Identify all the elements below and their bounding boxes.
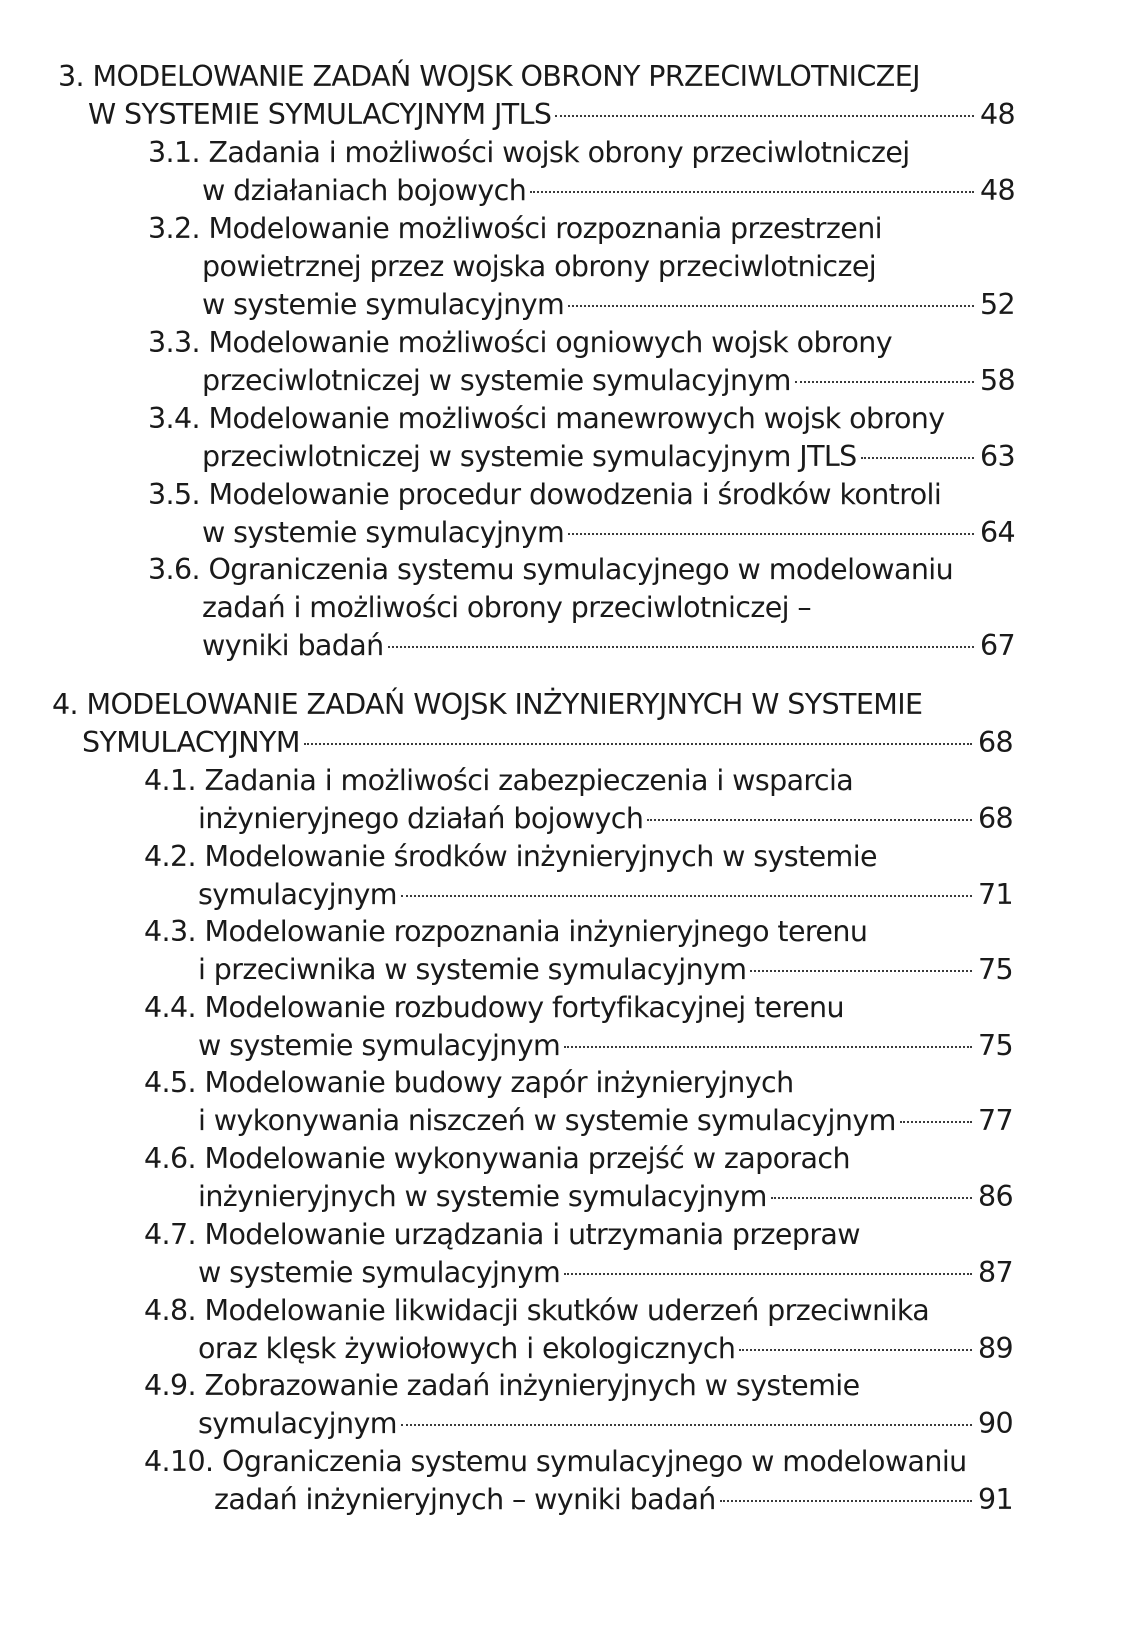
toc-section-4-3 [144, 913, 1018, 989]
section-title-line: Modelowanie likwidacji skutków uderzeń przeciwnika [204, 1294, 930, 1327]
page-number: 90 [978, 1407, 1014, 1440]
dot-leader [304, 743, 972, 745]
toc-section-4-5 [144, 1064, 1018, 1140]
section-title-line: Modelowanie możliwości rozpoznania przestrzeni [208, 212, 882, 245]
section-title-line: w systemie symulacyjnym [202, 516, 565, 549]
section-number: 4.7. [144, 1218, 196, 1251]
toc-section-3-5 [148, 476, 1020, 552]
dot-leader [739, 1349, 972, 1351]
section-title-line: symulacyjnym [198, 878, 397, 911]
section-number: 3.1. [148, 136, 200, 169]
section-title-line: Modelowanie możliwości manewrowych wojsk obrony [208, 402, 945, 435]
toc-section-4-9 [144, 1367, 1018, 1443]
dot-leader [861, 457, 974, 459]
dot-leader [568, 305, 974, 307]
page-number: 67 [980, 629, 1016, 662]
section-title-line: zadań i możliwości obrony przeciwlotniczej – [202, 591, 812, 624]
page-number: 91 [978, 1483, 1014, 1516]
section-title-line: w systemie symulacyjnym [198, 1256, 561, 1289]
toc-section-4-2 [144, 838, 1018, 914]
section-title-line: Ograniczenia systemu symulacyjnego w modelowaniu [208, 553, 954, 586]
dot-leader [530, 191, 974, 193]
section-number: 4.1. [144, 764, 196, 797]
page-number: 64 [980, 516, 1016, 549]
dot-leader [795, 381, 974, 383]
page-number: 48 [980, 174, 1016, 207]
page-number: 86 [978, 1180, 1014, 1213]
dot-leader [555, 115, 974, 117]
dot-leader [401, 1424, 972, 1426]
chapter-number: 3. [58, 60, 84, 93]
dot-leader [564, 1273, 972, 1275]
dot-leader [720, 1500, 972, 1502]
section-title-line: Ograniczenia systemu symulacyjnego w modelowaniu [222, 1445, 967, 1478]
section-title-line: zadań inżynieryjnych – wyniki badań [214, 1483, 716, 1516]
section-title-line: Modelowanie wykonywania przejść w zaporach [204, 1142, 850, 1175]
section-number: 4.5. [144, 1066, 196, 1099]
toc-section-3-6 [148, 551, 1020, 665]
section-title-line: przeciwlotniczej w systemie symulacyjnym [202, 364, 791, 397]
chapter-title-line: MODELOWANIE ZADAŃ WOJSK INŻYNIERYJNYCH W SYSTEMIE [86, 688, 923, 721]
chapter-number: 4. [52, 688, 78, 721]
page-number: 71 [978, 878, 1014, 911]
toc-chapter-3 [58, 58, 1020, 134]
page-number: 75 [978, 953, 1014, 986]
dot-leader [900, 1121, 972, 1123]
section-number: 3.2. [148, 212, 200, 245]
section-title-line: wyniki badań [202, 629, 384, 662]
section-title-line: Modelowanie możliwości ogniowych wojsk obrony [208, 326, 893, 359]
toc-section-3-1 [148, 134, 1020, 210]
chapter-title-line: SYMULACYJNYM [82, 726, 300, 759]
section-number: 3.5. [148, 478, 200, 511]
page-number: 75 [978, 1029, 1014, 1062]
section-title-line: w systemie symulacyjnym [198, 1029, 561, 1062]
section-number: 4.2. [144, 840, 196, 873]
section-title-line: Modelowanie procedur dowodzenia i środków kontroli [208, 478, 942, 511]
dot-leader [401, 895, 972, 897]
dot-leader [564, 1046, 972, 1048]
page-number: 87 [978, 1256, 1014, 1289]
toc-section-4-1 [144, 762, 1018, 838]
section-title-line: przeciwlotniczej w systemie symulacyjnym JTLS [202, 440, 857, 473]
section-title-line: inżynieryjnego działań bojowych [198, 802, 644, 835]
section-title-line: Zadania i możliwości wojsk obrony przeciwlotniczej [208, 136, 910, 169]
section-number: 4.4. [144, 991, 196, 1024]
section-title-line: Modelowanie rozpoznania inżynieryjnego terenu [204, 915, 868, 948]
page-number: 68 [978, 726, 1014, 759]
toc-section-4-8 [144, 1292, 1018, 1368]
section-number: 3.6. [148, 553, 200, 586]
section-title-line: w systemie symulacyjnym [202, 288, 565, 321]
page-number: 77 [978, 1104, 1014, 1137]
dot-leader [388, 646, 974, 648]
dot-leader [647, 819, 972, 821]
toc-section-4-4 [144, 989, 1018, 1065]
section-title-line: i przeciwnika w systemie symulacyjnym [198, 953, 747, 986]
toc-section-4-10 [144, 1443, 1018, 1519]
section-title-line: powietrznej przez wojska obrony przeciwlotniczej [202, 250, 877, 283]
section-title-line: Zadania i możliwości zabezpieczenia i wsparcia [204, 764, 854, 797]
toc-section-3-4 [148, 400, 1020, 476]
section-number: 3.3. [148, 326, 200, 359]
section-title-line: Zobrazowanie zadań inżynieryjnych w systemie [204, 1369, 860, 1402]
dot-leader [750, 970, 972, 972]
section-title-line: oraz klęsk żywiołowych i ekologicznych [198, 1332, 736, 1365]
section-number: 4.9. [144, 1369, 196, 1402]
page-number: 52 [980, 288, 1016, 321]
section-title-line: symulacyjnym [198, 1407, 397, 1440]
page-number: 89 [978, 1332, 1014, 1365]
page-number: 68 [978, 802, 1014, 835]
toc-section-4-6 [144, 1140, 1018, 1216]
dot-leader [771, 1197, 972, 1199]
section-title-line: Modelowanie środków inżynieryjnych w systemie [204, 840, 877, 873]
section-title-line: Modelowanie budowy zapór inżynieryjnych [204, 1066, 794, 1099]
chapter-title-line: W SYSTEMIE SYMULACYJNYM JTLS [88, 98, 552, 131]
dot-leader [568, 533, 974, 535]
toc-chapter-4 [52, 686, 1018, 762]
section-number: 4.3. [144, 915, 196, 948]
toc-section-3-3 [148, 324, 1020, 400]
section-title-line: Modelowanie urządzania i utrzymania przepraw [204, 1218, 861, 1251]
page-number: 48 [980, 98, 1016, 131]
section-title-line: inżynieryjnych w systemie symulacyjnym [198, 1180, 767, 1213]
section-title-line: w działaniach bojowych [202, 174, 527, 207]
section-number: 4.10. [144, 1445, 214, 1478]
section-title-line: i wykonywania niszczeń w systemie symulacyjnym [198, 1104, 896, 1137]
toc-section-3-2 [148, 210, 1020, 324]
chapter-title-line: MODELOWANIE ZADAŃ WOJSK OBRONY PRZECIWLOTNICZEJ [92, 60, 920, 93]
section-number: 3.4. [148, 402, 200, 435]
section-number: 4.8. [144, 1294, 196, 1327]
page-number: 58 [980, 364, 1016, 397]
section-title-line: Modelowanie rozbudowy fortyfikacyjnej terenu [204, 991, 844, 1024]
toc-section-4-7 [144, 1216, 1018, 1292]
section-number: 4.6. [144, 1142, 196, 1175]
page-number: 63 [980, 440, 1016, 473]
